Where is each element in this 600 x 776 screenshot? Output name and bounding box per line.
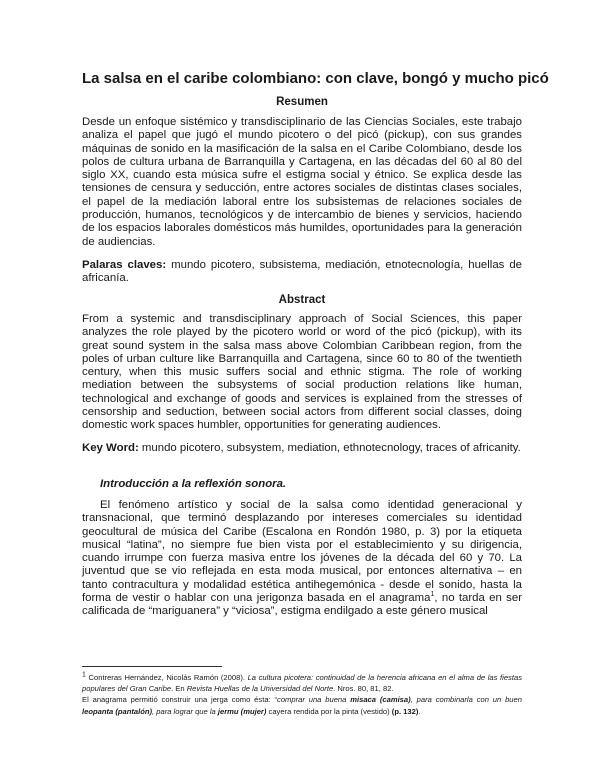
- footnote-number: 1: [82, 671, 86, 679]
- footnote-citation-title: La cultura picotera: continuidad de la herencia africana en el alma de las fiestas populares del Gran Caribe: [82, 673, 522, 694]
- footnote-anagram-a: comprar una buena: [277, 695, 351, 705]
- footnote-anagram-misaca: misaca (camisa): [350, 695, 411, 705]
- palabras-claves-text: mundo picotero, subsistema, mediación, etnotecnología, huellas de africanía.: [82, 259, 522, 285]
- footnote-citation-author: Contreras Hernández, Nicolás Ramón (2008).: [88, 673, 248, 682]
- footnote-citation-en: . En: [171, 684, 187, 694]
- footnote-end: .: [418, 706, 421, 716]
- key-word-text: mundo picotero, subsystem, mediation, ethnotecnology, traces of africanity.: [141, 442, 521, 454]
- footnote: [82, 672, 522, 717]
- abstract-heading: Abstract: [278, 294, 326, 306]
- key-word: [82, 442, 522, 455]
- footnote-anagram-leopanta: leopanta (pantalón): [82, 706, 153, 716]
- footnote-anagram-b: , para combinarla con un buen: [410, 695, 522, 705]
- footnote-anagram-d: cayera rendida por la pinta (vestido): [266, 706, 392, 716]
- abstract-paragraph: From a systemic and transdisciplinary approach of Social Sciences, this paper analyzes the role played by the picotero world or word of the picó (pickup), with its great sound system in the salsa mass above Colombian Caribbean region, from the poles of urban culture like Barranquilla and Cartagena, since 60 to 80 of the twentieth century, when this music suffers social and ethnic stigma. The role of working mediation between the subsystems of social production relations like human, technological and exchange of goods and services is explained from the stresses of censorship and seduction, between social actors from different social classes, doing domestic work spaces humbler, opportunities for generating audiences.: [82, 313, 522, 432]
- resumen-heading: Resumen: [276, 96, 328, 108]
- palabras-claves-label: Palaras claves:: [82, 259, 167, 271]
- resumen-paragraph: Desde un enfoque sistémico y transdisciplinario de las Ciencias Sociales, este trabajo analiza el papel que jugó el mundo picotero o del picó (pickup), con sus grandes máquinas de sonido en la masificación de la salsa en el Caribe Colombiano, desde los polos de cultura urbana de Barranquilla y Cartagena, en las décadas del 60 al 80 del siglo XX, cuando esta música sufre el estigma social y étnico. Se explica desde las tensiones de censura y seducción, entre actores sociales de distintas clases sociales, el papel de la mediación laboral entre los subsistemas de relaciones sociales de producción, humanos, tecnológicos y de intercambio de bienes y servicios, haciendo de los espacios laborales domésticos más humildes, oportunidades para la generación de audiencias.: [82, 116, 522, 248]
- footnote-separator: [82, 666, 222, 667]
- footnote-anagram-c: , para lograr que la: [152, 706, 218, 716]
- intro-paragraph: [82, 499, 522, 619]
- footnote-anagram-jermu: jermu (mujer): [217, 706, 267, 716]
- intro-heading: Introducción a la reflexión sonora.: [100, 478, 287, 490]
- footnote-reference: 1: [430, 591, 435, 599]
- paper-title: La salsa en el caribe colombiano: con clave, bongó y mucho picó: [82, 70, 549, 87]
- footnote-anagram-intro: El anagrama permitió construir una jerga como ésta: “: [82, 695, 278, 705]
- footnote-citation-numbers: . Nros. 80, 81, 82.: [333, 684, 394, 694]
- intro-text-2: , no tarda en ser calificada de “mariguanera” y “viciosa”, estigma endilgado a este género musical: [82, 592, 522, 618]
- key-word-label: Key Word:: [82, 442, 139, 454]
- intro-text-1: El fenómeno artístico y social de la salsa como identidad generacional y transnacional, que terminó desplazando por intereses comerciales su identidad geocultural de música del Caribe (Escalona en Rondón 1980, p. 3) por la etiqueta musical “latina”, no siempre fue bien vista por el establecimiento y su dirigencia, cuando irrumpe con fuerza masiva entre los jóvenes de la década del 60 y 70. La juventud que se vio reflejada en esta moda musical, por entonces alternativa – en tanto contracultura y modalidad estética antihegemónica - desde el sonido, hasta la forma de vestir o hablar con una jerigonza basada en el anagrama: [82, 499, 522, 605]
- palabras-claves: [82, 259, 522, 286]
- footnote-page-ref: (p. 132): [391, 706, 419, 716]
- footnote-citation-journal: Revista Huellas de la Universidad del Norte: [186, 684, 334, 694]
